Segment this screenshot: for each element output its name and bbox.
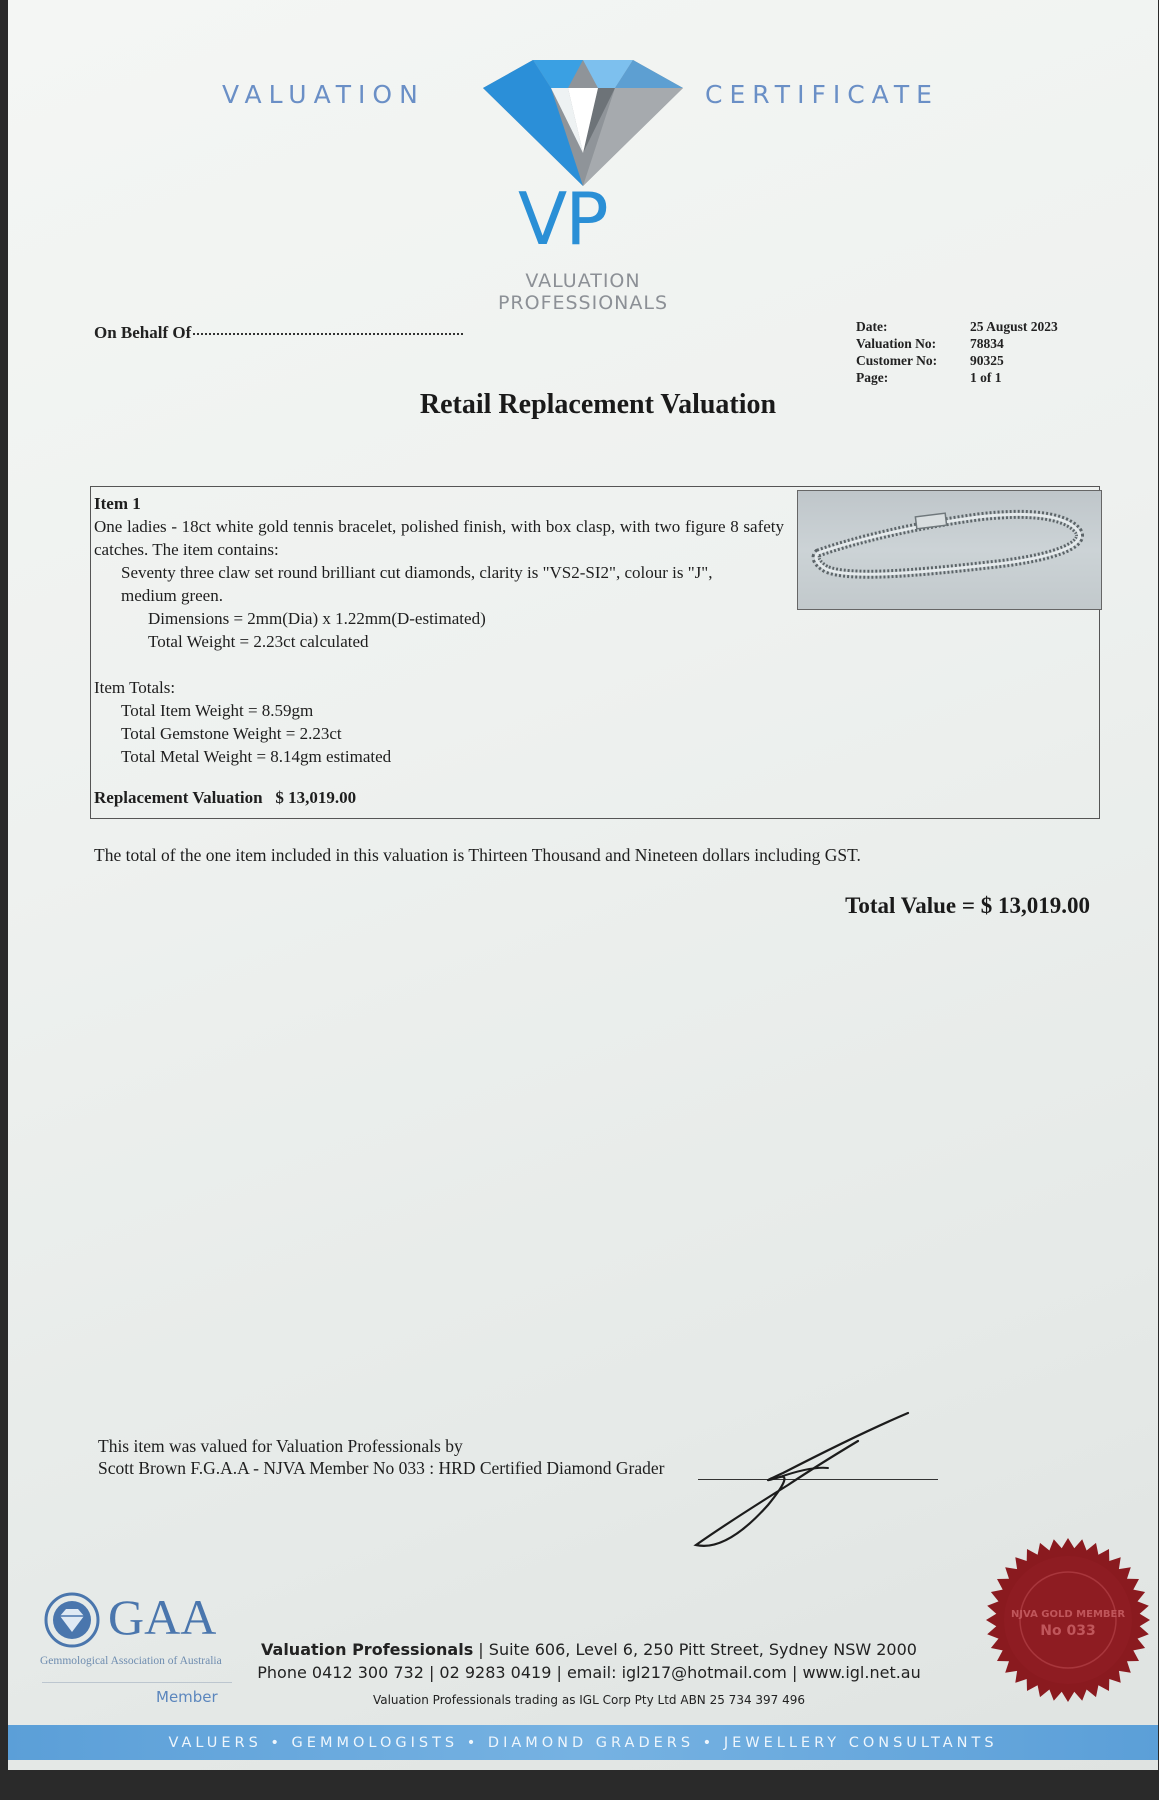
replacement-label: Replacement Valuation [94, 788, 263, 807]
replacement-value: $ 13,019.00 [275, 788, 357, 807]
njva-seal-icon [983, 1535, 1153, 1705]
item-dimensions: Dimensions = 2mm(Dia) x 1.22mm(D-estimated) [148, 609, 486, 628]
item-description-text: One ladies - 18ct white gold tennis bracelet, polished finish, with box clasp, with two figure 8 safety catches. The item contains: [94, 517, 784, 559]
totals-sentence: The total of the one item included in this valuation is Thirteen Thousand and Nineteen dollars including GST. [94, 845, 861, 865]
gaa-association-name: Gemmological Association of Australia [40, 1655, 222, 1667]
total-metal-weight: Total Metal Weight = 8.14gm estimated [121, 747, 392, 766]
diamond-icon [473, 58, 693, 188]
gaa-logo-text: GAA [108, 1589, 217, 1645]
certificate-sheet [8, 0, 1158, 1770]
replacement-valuation [94, 786, 784, 809]
valuer-statement [98, 1435, 665, 1479]
contact-company: Valuation Professionals [261, 1640, 474, 1659]
valuation-meta [856, 318, 1058, 386]
bracelet-photo [797, 490, 1102, 610]
contact-address [244, 1640, 934, 1659]
on-behalf-of-label: On Behalf Of [94, 323, 192, 342]
gaa-emblem-icon [44, 1592, 100, 1648]
header-certificate-word: CERTIFICATE [705, 80, 939, 109]
on-behalf-of [94, 323, 463, 343]
meta-row-date [856, 318, 1058, 335]
item-total-weight: Total Weight = 2.23ct calculated [148, 632, 369, 651]
meta-label: Page: [856, 370, 889, 385]
total-item-weight: Total Item Weight = 8.59gm [121, 701, 314, 720]
gaa-member-label: Member [156, 1688, 218, 1706]
item-description [94, 492, 784, 809]
logo-valuation-text: VALUATION [525, 270, 641, 292]
signature-image [668, 1405, 928, 1555]
valuer-line-2: Scott Brown F.G.A.A - NJVA Member No 033 : HRD Certified Diamond Grader [98, 1458, 665, 1478]
contact-address-text: | Suite 606, Level 6, 250 Pitt Street, Sydney NSW 2000 [473, 1640, 917, 1659]
meta-row-customer-no [856, 352, 1058, 369]
meta-value: 1 of 1 [970, 370, 1002, 385]
footer-band: VALUERS • GEMMOLOGISTS • DIAMOND GRADERS • JEWELLERY CONSULTANTS [8, 1725, 1158, 1760]
seal-text-1: NJVA GOLD MEMBER [1010, 1609, 1126, 1620]
meta-label: Date: [856, 319, 888, 334]
seal-text-2: No 033 [1040, 1623, 1096, 1639]
item-stones-line-2: medium green. [121, 586, 223, 605]
item-totals-heading: Item Totals: [94, 678, 176, 697]
meta-label: Customer No: [856, 353, 938, 368]
valuer-line-1: This item was valued for Valuation Professionals by [98, 1436, 463, 1456]
meta-value: 78834 [970, 336, 1004, 351]
meta-row-page [856, 369, 1058, 386]
on-behalf-of-blank [193, 333, 463, 335]
logo-professionals-text: PROFESSIONALS [497, 292, 669, 314]
item-stones-line: Seventy three claw set round brilliant cut diamonds, clarity is "VS2-SI2", colour is "J", [121, 563, 713, 582]
gaa-divider [42, 1682, 232, 1683]
logo-vp-mark: VP [518, 177, 607, 261]
header-valuation-word: VALUATION [222, 80, 425, 109]
contact-phone-line: Phone 0412 300 732 | 02 9283 0419 | email: igl217@hotmail.com | www.igl.net.au [257, 1663, 921, 1682]
total-gemstone-weight: Total Gemstone Weight = 2.23ct [121, 724, 342, 743]
meta-label: Valuation No: [856, 336, 937, 351]
bracelet-image [798, 491, 1100, 608]
document-title: Retail Replacement Valuation [419, 389, 777, 420]
contact-trading-line: Valuation Professionals trading as IGL Corp Pty Ltd ABN 25 734 397 496 [372, 1693, 806, 1707]
meta-row-valuation-no [856, 335, 1058, 352]
meta-value: 25 August 2023 [970, 319, 1058, 334]
item-heading: Item 1 [94, 494, 141, 513]
total-value: Total Value = $ 13,019.00 [845, 893, 1090, 918]
meta-value: 90325 [970, 353, 1004, 368]
